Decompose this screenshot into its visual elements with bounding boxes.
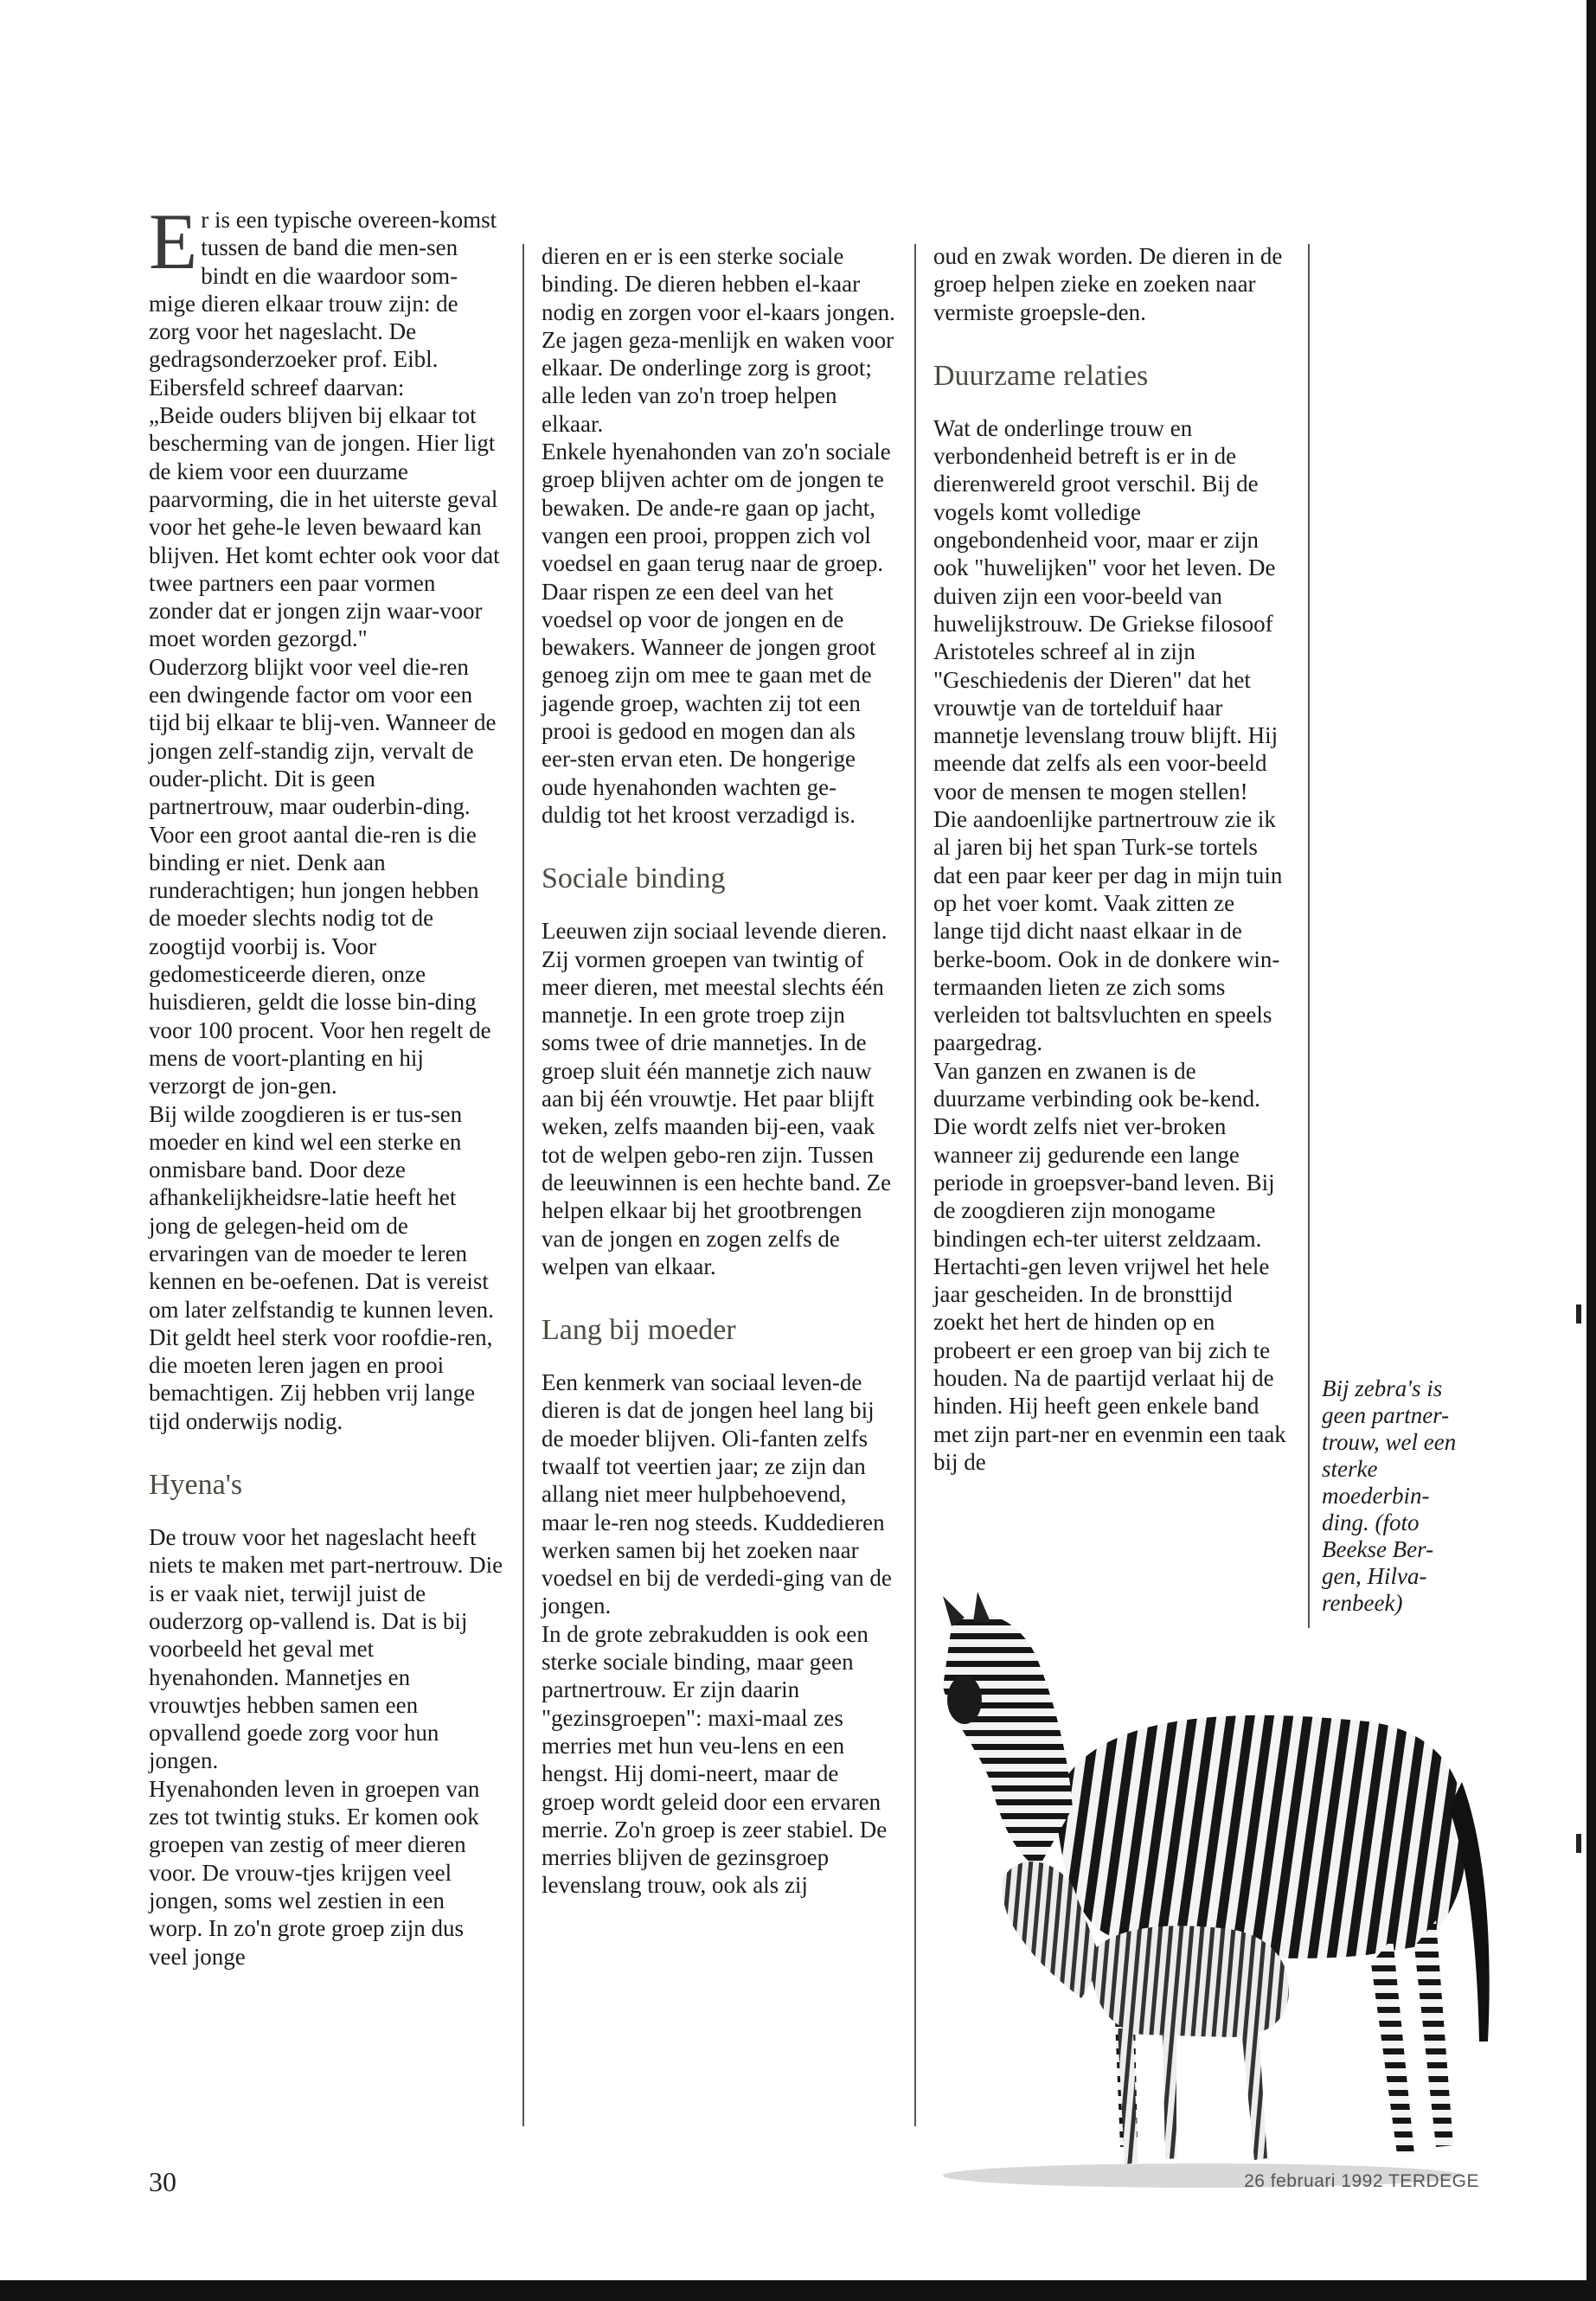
- page-frame-bottom: [0, 2280, 1596, 2301]
- paragraph: In de grote zebrakudden is ook een sterke sociale binding, maar geen partnertrouw. Er zijn daarin "gezinsgroepen": maxi-maal zes merries met hun veu-lens en een hengst. Hij domi-neert, maar de groep wordt geleid door een ervaren merrie. Zo'n groep is zeer stabiel. De merries blijven de gezinsgroep levenslang trouw, ook als zij: [542, 1620, 888, 1899]
- article-column-2: [542, 242, 896, 1900]
- zebra-photo: [917, 1592, 1522, 2197]
- edge-mark: [1576, 1304, 1581, 1324]
- paragraph: Wat de onderlinge trouw en verbondenheid betreft is er in de dierenwereld groot verschil. Bij de vogels komt volledige ongebondenheid voor, maar er zijn ook "huwelijken" voor het leven. De duiven zijn een voor-beeld van huwelijkstrouw. De Griekse filosoof Aristoteles schreef al in zijn "Geschiedenis der Dieren" dat het vrouwtje van de tortelduif haar mannetje levenslang trouw blijft. Hij meende dat zelfs als een voor-beeld voor de mensen te mogen stellen!: [933, 414, 1279, 804]
- paragraph: Van ganzen en zwanen is de duurzame verbinding ook be-kend. Die wordt zelfs niet ver-broken wanneer zij gedurende een lange periode in groepsver-band leven. Bij de zoogdieren zijn monogame bindingen ech-ter uiterst zeldzaam. Hertachti-gen leven vrijwel het hele jaar gescheiden. In de bronsttijd zoekt het hert de hinden op en probeert er een groep van bij zich te houden. Na de paartijd verlaat hij de hinden. Hij heeft geen enkele band met zijn part-ner en evenmin een taak bij de: [933, 1057, 1286, 1475]
- paragraph: oud en zwak worden. De dieren in de groep helpen zieke en zoeken naar vermiste groepsle-den.: [933, 243, 1283, 325]
- edge-mark: [1576, 1834, 1581, 1853]
- column-rule: [914, 244, 916, 2126]
- paragraph: dieren en er is een sterke sociale binding. De dieren hebben el-kaar nodig en zorgen voor el-kaars jongen. Ze jagen geza-menlijk en waken voor elkaar. De onderlinge zorg is groot; alle leden van zo'n troep helpen elkaar.: [542, 243, 895, 437]
- paragraph: Leeuwen zijn sociaal levende dieren. Zij vormen groepen van twintig of meer dieren, met meestal slechts één mannetje. In een grote troep zijn soms twee of drie mannetjes. In de groep sluit één mannetje zich nauw aan bij één vrouwtje. Het paar blijft weken, zelfs maanden bij-een, vaak tot de welpen gebo-ren zijn. Tussen de leeuwinnen is een hechte band. Ze helpen elkaar bij het grootbrengen van de jongen en zogen zelfs de welpen van elkaar.: [542, 918, 892, 1279]
- paragraph: De trouw voor het nageslacht heeft niets te maken met part-nertrouw. Die is er vaak niet, terwijl juist de ouderzorg op-vallend is. Dat is bij voorbeeld het geval met hyenahonden. Mannetjes en vrouwtjes hebben samen een opvallend goede zorg voor hun jongen.: [149, 1524, 503, 1774]
- paragraph: Hyenahonden leven in groepen van zes tot twintig stuks. Er komen ook groepen van zestig of meer dieren voor. De vrouw-tjes krijgen veel jongen, soms wel zestien in een worp. In zo'n grote groep zijn dus veel jonge: [149, 1775, 480, 1970]
- heading-lang-bij-moeder: Lang bij moeder: [542, 1314, 736, 1347]
- paragraph: Ouderzorg blijkt voor veel die-ren een dwingende factor om voor een tijd bij elkaar te blij-ven. Wanneer de jongen zelf-standig zijn, vervalt de ouder-plicht. Dit is geen partnertrouw, maar ouderbin-ding. Voor een groot aantal die-ren is die binding er niet. Denk aan runderachtigen; hun jongen hebben de moeder slechts nodig tot de zoogtijd voorbij is. Voor gedomesticeerde dieren, onze huisdieren, geldt die losse bin-ding voor 100 procent. Voor hen regelt de mens de voort-planting en hij verzorgt de jon-gen.: [149, 653, 497, 1099]
- article-column-1: [149, 197, 503, 1971]
- issue-footer: 26 februari 1992 TERDEGE: [1244, 2171, 1479, 2191]
- photo-caption: Bij zebra's is geen partner-trouw, wel een sterke moederbin-ding. (foto Beekse Ber-gen, Hilva-renbeek): [1322, 1375, 1457, 1616]
- heading-sociale-binding: Sociale binding: [542, 862, 726, 895]
- column-rule: [1308, 244, 1310, 1628]
- page-number: 30: [149, 2166, 176, 2197]
- paragraph: „Beide ouders blijven bij elkaar tot bescherming van de jongen. Hier ligt de kiem voor een duurzame paarvorming, die in het uiterste geval voor het gehe-le leven bewaard kan blijven. Het komt echter ook voor dat twee partners een paar vormen zonder dat er jongen zijn waar-voor moet worden gezorgd.": [149, 402, 500, 652]
- column-rule: [522, 244, 524, 2126]
- paragraph: Bij wilde zoogdieren is er tus-sen moeder en kind wel een sterke en onmisbare band. Door deze afhankelijkheidsre-latie heeft het jong de gelegen-heid om de ervaringen van de moeder te leren kennen en be-oefenen. Dat is vereist om later zelfstandig te kunnen leven. Dit geldt heel sterk voor roofdie-ren, die moeten leren jagen en prooi bemachtigen. Zij hebben vrij lange tijd onderwijs nodig.: [149, 1100, 494, 1434]
- page-frame-right: [1586, 0, 1596, 2301]
- heading-hyenas: Hyena's: [149, 1469, 243, 1502]
- article-column-3: [933, 242, 1288, 1476]
- paragraph: Die aandoenlijke partnertrouw zie ik al jaren bij het span Turk-se tortels dat een paar keer per dag in mijn tuin op het voer komt. Vaak zitten ze lange tijd dicht naast elkaar in de berke-boom. Ook in de donkere win-termaanden lieten ze zich soms verleiden tot baltsvluchten en speels paargedrag.: [933, 806, 1283, 1056]
- paragraph: Een kenmerk van sociaal leven-de dieren is dat de jongen heel lang bij de moeder blijven. Oli-fanten zelfs twaalf tot veertien jaar; ze zijn dan allang niet meer hulpbehoevend, maar le-ren nog steeds. Kuddedieren werken samen bij het zoeken naar voedsel en bij de verdedi-ging van de jongen.: [542, 1369, 892, 1619]
- paragraph: Enkele hyenahonden van zo'n sociale groep blijven achter om de jongen te bewaken. De ande-re gaan op jacht, vangen een prooi, proppen zich vol voedsel en gaan terug naar de groep. Daar rispen ze een deel van het voedsel op voor de jongen en de bewakers. Wanneer de jongen groot genoeg zijn om mee te gaan met de jagende groep, wachten zij tot een prooi is gedood en mogen dan als eer-sten ervan eten. De hongerige oude hyenahonden wachten ge-duldig tot het kroost verzadigd is.: [542, 439, 891, 828]
- drop-cap: E: [149, 197, 198, 285]
- heading-duurzame-relaties: Duurzame relaties: [933, 359, 1149, 392]
- intro-paragraph: Er is een typische overeen-komst tussen de band die men-sen bindt en die waardoor som-mige dieren elkaar trouw zijn: de zorg voor het nageslacht. De gedragsonderzoeker prof. Eibl. Eibersfeld schreef daarvan:: [149, 197, 497, 401]
